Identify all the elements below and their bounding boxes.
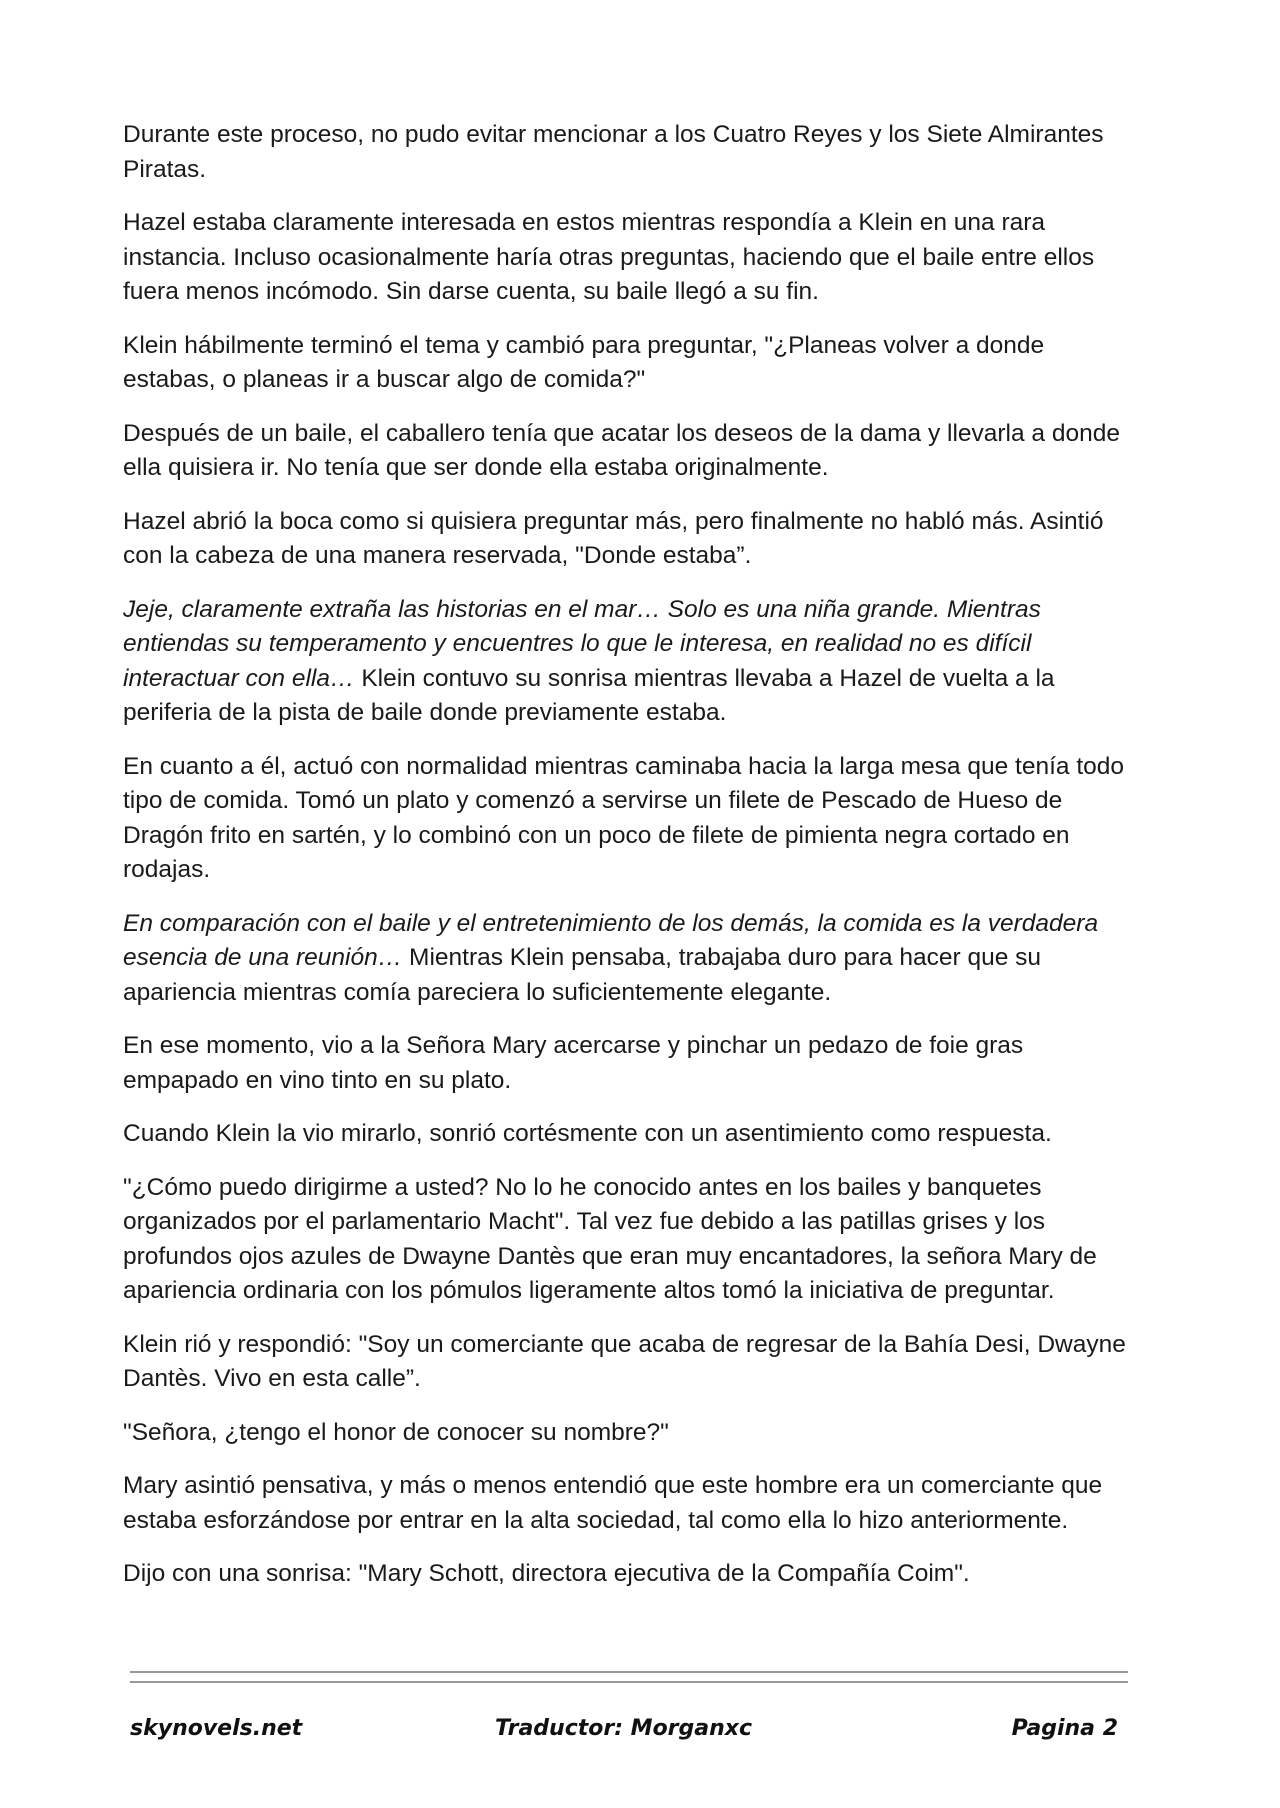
paragraph-text: En ese momento, vio a la Señora Mary acercarse y pinchar un pedazo de foie gras empapado en vino tinto en su plato. <box>123 1032 1024 1094</box>
paragraph-text: Hazel abrió la boca como si quisiera preguntar más, pero finalmente no habló más. Asintió con la cabeza de una manera reservada, "Donde estaba”. <box>123 507 1104 569</box>
paragraph-text: En cuanto a él, actuó con normalidad mientras caminaba hacia la larga mesa que tenía todo tipo de comida. Tomó un plato y comenzó a servirse un filete de Pescado de Hueso de Dragón frito en sartén, y lo combinó con un poco de filete de pimienta negra cortado en rodajas. <box>123 752 1125 883</box>
paragraph <box>123 1469 1133 1538</box>
footer-divider-bottom <box>130 1681 1128 1683</box>
footer-site: skynovels.net <box>130 1716 303 1741</box>
paragraph <box>123 417 1133 486</box>
paragraph <box>123 750 1133 888</box>
paragraph <box>123 1328 1133 1397</box>
paragraph-text: Cuando Klein la vio mirarlo, sonrió cortésmente con un asentimiento como respuesta. <box>123 1120 1052 1147</box>
page-footer <box>130 1716 1118 1752</box>
paragraph-text: Klein rió y respondió: "Soy un comerciante que acaba de regresar de la Bahía Desi, Dwayne Dantès. Vivo en esta calle”. <box>123 1330 1126 1392</box>
footer-divider-top <box>130 1671 1128 1673</box>
paragraph-text: "Señora, ¿tengo el honor de conocer su nombre?" <box>123 1418 669 1446</box>
paragraph <box>123 329 1133 398</box>
footer-translator: Traductor: Morganxc <box>495 1716 753 1741</box>
document-body <box>123 118 1133 1611</box>
italic-text: En comparación con el baile y el entretenimiento de los demás, la comida es la verdadera esencia de una reunión… <box>123 909 1099 971</box>
paragraph <box>123 907 1133 1011</box>
paragraph <box>123 1117 1133 1152</box>
paragraph-text: Mientras Klein pensaba, trabajaba duro para hacer que su apariencia mientras comía pareciera lo suficientemente elegante. <box>123 944 1042 1006</box>
paragraph <box>123 1416 1133 1451</box>
paragraph-text: Mary asintió pensativa, y más o menos entendió que este hombre era un comerciante que estaba esforzándose por entrar en la alta sociedad, tal como ella lo hizo anteriormente. <box>123 1472 1103 1534</box>
paragraph-text: Después de un baile, el caballero tenía que acatar los deseos de la dama y llevarla a donde ella quisiera ir. No tenía que ser donde ella estaba originalmente. <box>123 419 1120 481</box>
paragraph <box>123 1171 1133 1309</box>
paragraph <box>123 1029 1133 1098</box>
paragraph <box>123 505 1133 574</box>
paragraph <box>123 593 1133 731</box>
paragraph-text: Durante este proceso, no pudo evitar mencionar a los Cuatro Reyes y los Siete Almirantes Piratas. <box>123 121 1104 183</box>
paragraph-text: Hazel estaba claramente interesada en estos mientras respondía a Klein en una rara instancia. Incluso ocasionalmente haría otras preguntas, haciendo que el baile entre ellos fuera menos incómodo. Sin darse cuenta, su baile llegó a su fin. <box>123 209 1095 305</box>
italic-text: Jeje, claramente extraña las historias en el mar… Solo es una niña grande. Mientras entiendas su temperamento y encuentres lo que le interesa, en realidad no es difícil interactuar con ella… <box>123 595 1041 692</box>
paragraph <box>123 118 1133 187</box>
paragraph-text: Klein hábilmente terminó el tema y cambió para preguntar, "¿Planeas volver a donde estabas, o planeas ir a buscar algo de comida?" <box>123 331 1045 393</box>
paragraph-text: "¿Cómo puedo dirigirme a usted? No lo he conocido antes en los bailes y banquetes organizados por el parlamentario Macht". Tal vez fue debido a las patillas grises y los profundos ojos azules de Dwayne Dantès que eran muy encantadores, la señora Mary de apariencia ordinaria con los pómulos ligeramente altos tomó la iniciativa de preguntar. <box>123 1173 1097 1304</box>
footer-page-number: Pagina 2 <box>1011 1716 1118 1741</box>
paragraph-text: Dijo con una sonrisa: "Mary Schott, directora ejecutiva de la Compañía Coim". <box>123 1560 970 1587</box>
paragraph <box>123 1557 1133 1592</box>
paragraph-text: Klein contuvo su sonrisa mientras llevaba a Hazel de vuelta a la periferia de la pista de baile donde previamente estaba. <box>123 664 1055 726</box>
paragraph <box>123 206 1133 310</box>
